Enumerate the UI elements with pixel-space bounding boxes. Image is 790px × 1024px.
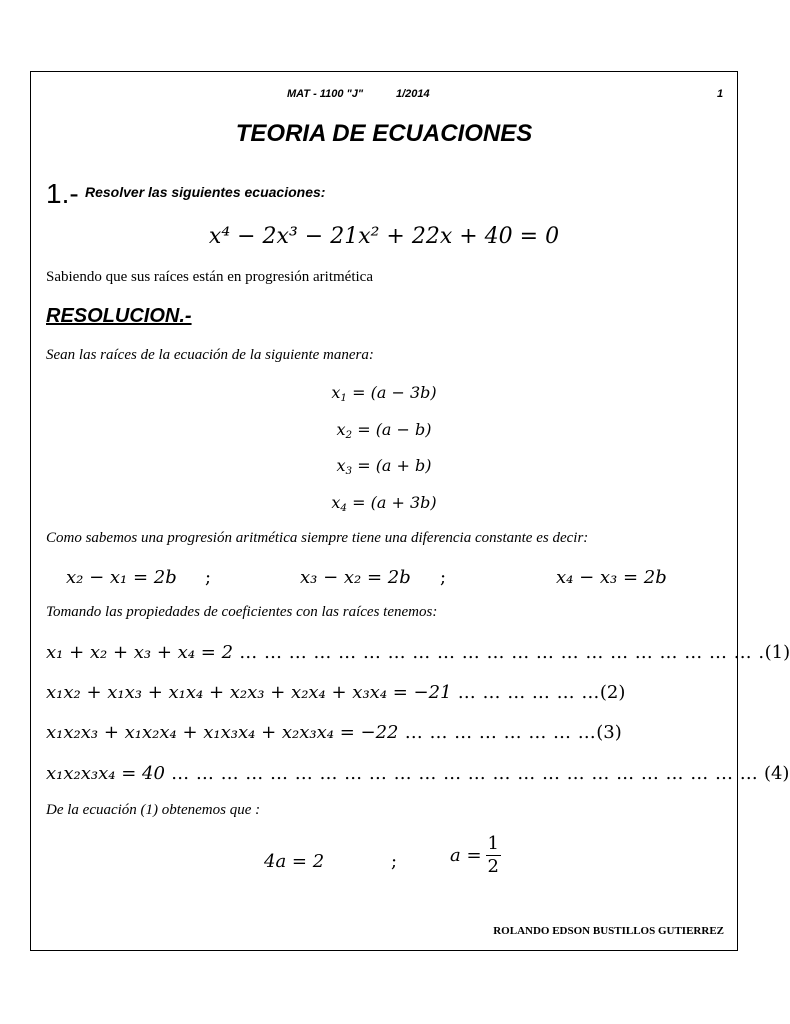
page-number: 1 — [717, 88, 724, 100]
from-equation-text: De la ecuación (1) obtenemos que : — [46, 802, 261, 818]
roots-intro-text: Sean las raíces de la ecuación de la siguiente manera: — [46, 347, 374, 363]
vieta-equation: x₁x₂ + x₁x₃ + x₁x₄ + x₂x₃ + x₂x₄ + x₃x₄ = −21 … … … … … …(2) — [46, 682, 626, 703]
course-label: MAT - 1100 "J" — [287, 88, 364, 100]
vieta-equation: x₁ + x₂ + x₃ + x₄ = 2 … … … … … … … … … … … … … … … … … … … … … .(1) — [46, 642, 790, 663]
vieta-equation: x₁x₂x₃ + x₁x₂x₄ + x₁x₃x₄ + x₂x₃x₄ = −22 … … … … … … … …(3) — [46, 722, 622, 743]
vieta-equation: x₁x₂x₃x₄ = 40 … … … … … … … … … … … … … … … … … … … … … … … … (4) — [46, 763, 790, 784]
author-footer: ROLANDO EDSON BUSTILLOS GUTIERREZ — [493, 925, 724, 937]
difference-equation: x₂ − x₁ = 2b — [66, 567, 177, 588]
separator: ; — [440, 567, 447, 588]
term-label: 1/2014 — [396, 88, 430, 100]
main-equation: x⁴ − 2x³ − 21x² + 22x + 40 = 0 — [208, 224, 560, 249]
coefficients-text: Tomando las propiedades de coeficientes con las raíces tenemos: — [46, 604, 438, 620]
root-equation: $x_4 = (a + 3b)$ — [331, 493, 437, 515]
root-equation: $x_3 = (a + b)$ — [336, 456, 432, 478]
difference-equation: x₄ − x₃ = 2b — [556, 567, 667, 588]
difference-equation: x₃ − x₂ = 2b — [300, 567, 411, 588]
page-title: TEORIA DE ECUACIONES — [235, 120, 533, 147]
problem-instruction: Resolver las siguientes ecuaciones: — [85, 184, 326, 200]
fraction-result: a = $\frac{1}{2}$ — [450, 833, 499, 877]
resolution-heading: RESOLUCION.- — [46, 305, 192, 327]
progression-text: Como sabemos una progresión aritmética siempre tiene una diferencia constante es decir: — [46, 530, 589, 546]
condition-text: Sabiendo que sus raíces están en progresión aritmética — [46, 269, 373, 285]
root-equation: $x_2 = (a - b)$ — [336, 420, 432, 442]
result-equation: 4a = 2 — [264, 851, 325, 872]
problem-number: 1.- — [46, 178, 79, 209]
separator: ; — [391, 851, 398, 872]
separator: ; — [205, 567, 212, 588]
root-equation: $x_1 = (a - 3b)$ — [331, 383, 437, 405]
